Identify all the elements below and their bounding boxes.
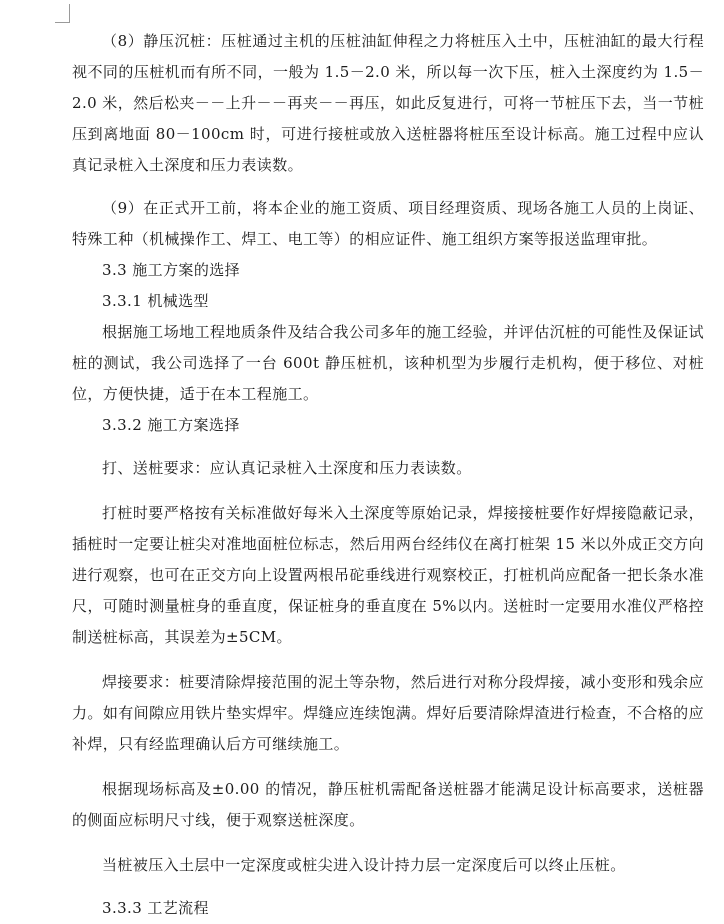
page-corner-mark [55,4,70,23]
paragraph-welding-requirements: 焊接要求：桩要清除焊接范围的泥土等杂物，然后进行对称分段焊接，减小变形和残余应力。如有间隙应用铁片垫实焊牢。焊缝应连续饱满。焊好后要清除焊渣进行检查，不合格的应补焊，只有经监理确认后方可继续施工。 [72,673,704,753]
paragraph-termination: 当桩被压入土层中一定深度或桩尖进入设计持力层一定深度后可以终止压桩。 [102,856,626,874]
paragraph-elevation-follower: 根据现场标高及±0.00 的情况，静压桩机需配备送桩器才能满足设计标高要求，送桩器的侧面应标明尺寸线，便于观察送桩深度。 [72,780,704,829]
section-heading-3-3-2: 3.3.2 施工方案选择 [102,416,240,434]
section-heading-3-3-3: 3.3.3 工艺流程 [102,899,209,917]
paragraph-static-pile-sinking: （8）静压沉桩：压桩通过主机的压桩油缸伸程之力将桩压入土中，压桩油缸的最大行程视不同的压桩机而有所不同，一般为 1.5－2.0 米，所以每一次下压，桩入土深度约为 1.5－2.0 米，然后松夹－－上升－－再夹－－再压，如此反复进行，可将一节桩压下去，当一节桩压到离地面 80－100cm 时，可进行接桩或放入送桩器将桩压至设计标高。施工过程中应认真记录桩入土深度和压力表读数。 [72,32,704,174]
document-body [72,26,704,924]
paragraph-pile-driving-records: 打桩时要严格按有关标准做好每米入土深度等原始记录，焊接接桩要作好焊接隐蔽记录，插桩时一定要让桩尖对准地面桩位标志，然后用两台经纬仪在离打桩架 15 米以外成正交方向进行观察，也可在正交方向上设置两根吊砣垂线进行观察校正，打桩机尚应配备一把长条水准尺，可随时测量桩身的垂直度，保证桩身的垂直度在 5%以内。送桩时一定要用水准仪严格控制送桩标高，其误差为±5CM。 [72,504,704,646]
paragraph-machine-selection: 根据施工场地工程地质条件及结合我公司多年的施工经验，并评估沉桩的可能性及保证试桩的测试，我公司选择了一台 600t 静压桩机，该种机型为步履行走机构，便于移位、对桩位，方便快捷，适于在本工程施工。 [72,323,704,403]
paragraph-pre-construction-approval: （9）在正式开工前，将本企业的施工资质、项目经理资质、现场各施工人员的上岗证、特殊工种（机械操作工、焊工、电工等）的相应证件、施工组织方案等报送监理审批。 [72,199,704,248]
section-heading-3-3: 3.3 施工方案的选择 [102,261,241,279]
section-heading-3-3-1: 3.3.1 机械选型 [102,292,209,310]
paragraph-driving-requirements: 打、送桩要求：应认真记录桩入土深度和压力表读数。 [102,459,472,477]
